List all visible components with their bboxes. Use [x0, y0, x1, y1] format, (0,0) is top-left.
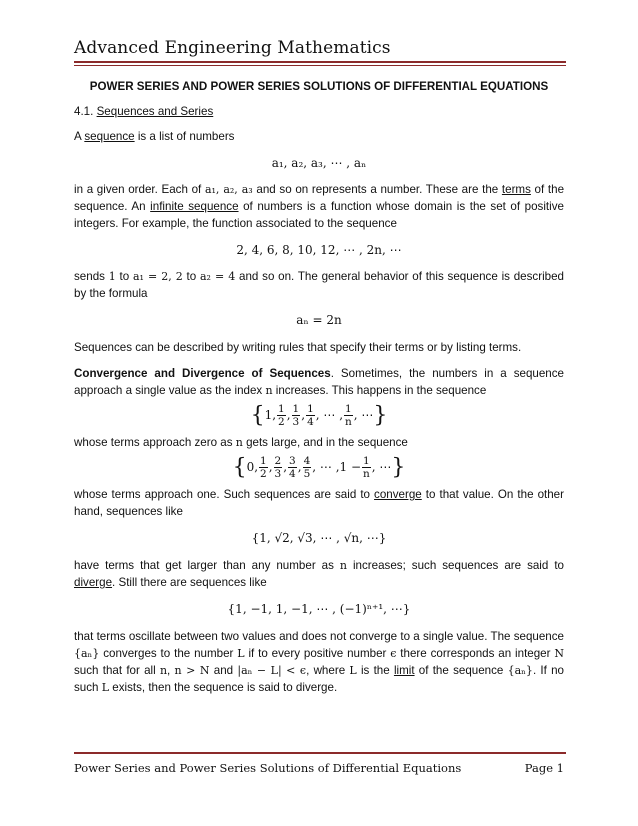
math-run: , ⋯ [353, 408, 374, 422]
fraction [362, 455, 371, 480]
subsection-heading [74, 103, 564, 120]
equation-6: {1, √2, √3, ⋯ , √n, ⋯} [251, 531, 387, 545]
header-rule-thin [74, 65, 566, 66]
inline-math: a₁ = 2, 2 [132, 270, 183, 283]
numerator: 1 [345, 403, 352, 415]
footer-rule [74, 752, 566, 754]
numerator: 1 [307, 403, 314, 415]
fraction [306, 403, 315, 428]
text-run: to [115, 270, 133, 283]
inline-math: L [101, 681, 110, 694]
term-limit: limit [393, 664, 415, 677]
text-run: of the sequence. An [74, 183, 565, 213]
math-run: , ⋯ ,1 − [312, 460, 362, 474]
text-run: of the sequence [414, 664, 508, 677]
text-run: increases; such sequences are said to [346, 559, 564, 572]
text-run: and [209, 664, 238, 677]
text-run: . Still there are sequences like [112, 576, 267, 589]
text-run: such that for all [74, 664, 160, 677]
math-run: 0, [246, 460, 259, 474]
denominator: n [363, 468, 370, 480]
inline-math: n [339, 559, 347, 572]
text-run: is the [356, 664, 394, 677]
fraction [274, 455, 283, 480]
right-brace: } [373, 403, 388, 428]
math-run: , ⋯ [371, 460, 392, 474]
text-run: A [74, 130, 85, 143]
text-run: in a given order. Each of [74, 183, 205, 196]
denominator: 4 [289, 468, 296, 480]
numerator: 3 [289, 455, 296, 467]
inline-math: |aₙ − L| < ϵ [237, 664, 307, 677]
text-run: is a list of numbers [134, 130, 235, 143]
subsection-title: Sequences and Series [96, 105, 214, 118]
inline-math: n [159, 664, 168, 677]
text-run: and so on. The general behavior of this sequence is described by the formula [74, 270, 564, 300]
equation-4: {1, $\frac{1}{2}$ , $\frac{1}{3}$ , $\frac{1}{4}$ , ⋯ , $\frac{1}{n}$ , ⋯} [250, 403, 388, 428]
paragraph-4: Sequences can be described by writing rules that specify their terms or by listing terms. [74, 341, 522, 354]
inline-math: n [235, 436, 243, 449]
paragraph-1 [74, 128, 564, 145]
paragraph-9 [74, 628, 564, 696]
term-diverge: diverge [74, 576, 113, 589]
paragraph-6 [74, 434, 564, 451]
inline-math: 1 [108, 270, 116, 283]
numerator: 1 [292, 403, 300, 415]
footer-title: Power Series and Power Series Solutions of Differential Equations [74, 761, 462, 775]
denominator: n [345, 416, 352, 428]
fraction [277, 403, 286, 428]
text-run: whose terms approach zero as [74, 436, 236, 449]
term-infinite-sequence: infinite sequence [150, 200, 239, 213]
fraction [303, 455, 312, 480]
paragraph-5 [74, 365, 564, 399]
inline-math: L [349, 664, 357, 677]
text-run: increases. This happens in the sequence [272, 384, 487, 397]
denominator: 5 [303, 468, 311, 480]
inline-math: {aₙ} [507, 664, 533, 677]
document-body [74, 78, 564, 696]
numerator: 2 [274, 455, 282, 467]
header-rule-thick [74, 61, 566, 63]
fraction [292, 403, 301, 428]
text-run: to that value. On the other hand, sequences like [74, 488, 564, 518]
section-title: POWER SERIES AND POWER SERIES SOLUTIONS OF DIFFERENTIAL EQUATIONS [89, 80, 549, 93]
text-run: if to every positive number [244, 647, 391, 660]
text-run: gets large, and in the sequence [242, 436, 408, 449]
equation-2: 2, 4, 6, 8, 10, 12, ⋯ , 2n, ⋯ [236, 243, 402, 257]
numerator: 1 [260, 455, 267, 467]
term-converge: converge [374, 488, 422, 501]
text-run: . If no such [74, 664, 564, 694]
bold-heading: Convergence and Divergence of Sequences [74, 367, 331, 380]
inline-math: N [554, 647, 564, 660]
text-run: of numbers is a function whose domain is the set of positive integers. For example, the function associated to the sequence [74, 200, 564, 230]
denominator: 3 [292, 416, 300, 428]
paragraph-3 [74, 268, 564, 302]
inline-math: n > N [174, 664, 210, 677]
numerator: 1 [278, 403, 285, 415]
equation-1: a₁, a₂, a₃, ⋯ , aₙ [271, 156, 367, 170]
equation-7: {1, −1, 1, −1, ⋯ , (−1)ⁿ⁺¹, ⋯} [227, 602, 411, 616]
text-run: , [167, 664, 175, 677]
equation-5: {0, $\frac{1}{2}$ , $\frac{2}{3}$ , $\frac{3}{4}$ , $\frac{4}{5}$ , ⋯ ,1 − $\frac{1}{n}$ , ⋯} [232, 455, 406, 480]
inline-math: {aₙ} [74, 647, 100, 660]
equation-3: aₙ = 2n [296, 313, 342, 327]
fraction [344, 403, 353, 428]
running-header: Advanced Engineering Mathematics [74, 38, 391, 58]
page-number: Page 1 [524, 761, 564, 775]
paragraph-2 [74, 181, 564, 232]
numerator: 1 [363, 455, 370, 467]
denominator: 2 [260, 468, 267, 480]
text-run: sends [74, 270, 109, 283]
inline-math: a₂ = 4 [199, 270, 236, 283]
math-run: , ⋯ , [315, 408, 344, 422]
text-run: . Sometimes, the numbers in a sequence approach a single value as the index [74, 367, 565, 397]
denominator: 3 [274, 468, 282, 480]
text-run: there corresponds an integer [396, 647, 555, 660]
denominator: 2 [278, 416, 285, 428]
paragraph-8 [74, 557, 564, 591]
fraction [288, 455, 297, 480]
inline-math: a₁, a₂, a₃ [204, 183, 253, 196]
right-brace: } [391, 455, 406, 480]
text-run: that terms oscillate between two values and does not converge to a single value. The sequence [74, 630, 564, 643]
paragraph-7 [74, 486, 564, 520]
text-run: exists, then the sequence is said to diverge. [109, 681, 338, 694]
subsection-number: 4.1. [74, 105, 94, 118]
denominator: 4 [307, 416, 314, 428]
text-run: , where [306, 664, 350, 677]
term-terms: terms [501, 183, 531, 196]
math-run: 1, [264, 408, 277, 422]
left-brace: { [232, 455, 247, 480]
text-run: have terms that get larger than any number as [74, 559, 340, 572]
inline-math: L [237, 647, 245, 660]
text-run: and so on represents a number. These are the [252, 183, 502, 196]
text-run: converges to the number [99, 647, 238, 660]
numerator: 4 [303, 455, 311, 467]
inline-math: ϵ [390, 647, 397, 660]
inline-math: n [265, 384, 273, 397]
text-run: to [182, 270, 200, 283]
left-brace: { [250, 403, 265, 428]
term-sequence: sequence [84, 130, 135, 143]
fraction [259, 455, 268, 480]
text-run: whose terms approach one. Such sequences are said to [74, 488, 375, 501]
